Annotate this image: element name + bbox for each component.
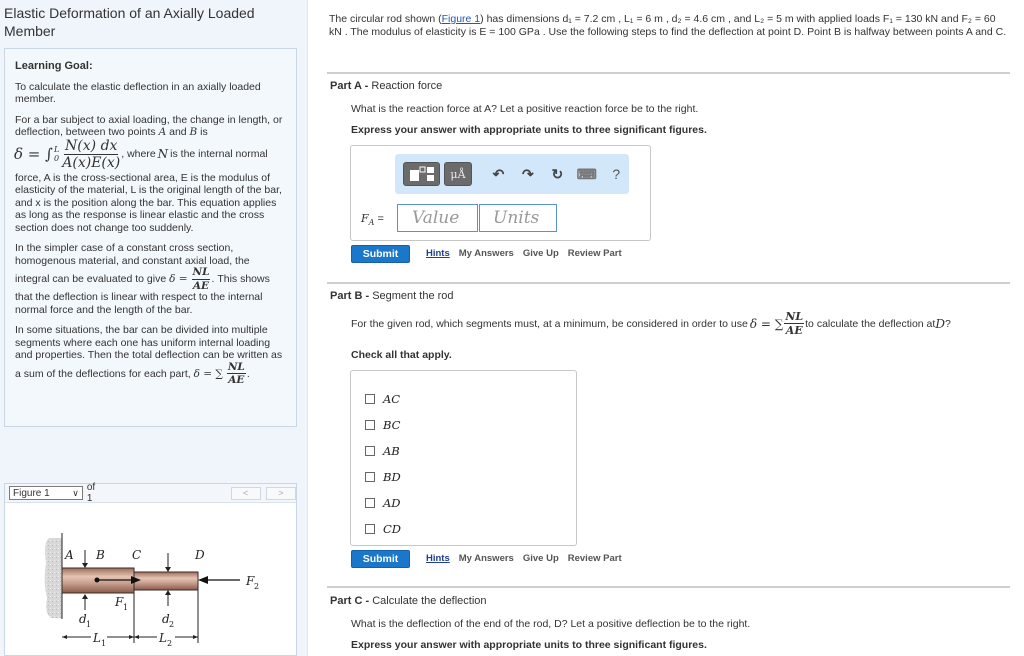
problem-title: Elastic Deformation of an Axially Loaded Member: [4, 5, 255, 39]
figure-panel: [4, 483, 297, 656]
checkbox[interactable]: [365, 498, 375, 508]
part-b-divider: [327, 282, 1010, 284]
part-c-divider: [327, 586, 1010, 588]
figure-1-rod-diagram: [5, 503, 296, 655]
part-b-links: [426, 553, 622, 564]
svg-text:C: C: [132, 548, 142, 562]
chevron-left-icon: <: [243, 488, 249, 498]
figure-1-link[interactable]: Figure 1: [441, 13, 481, 25]
hints-link[interactable]: Hints: [426, 553, 450, 564]
option-cd[interactable]: CD: [351, 516, 576, 542]
units-button[interactable]: [444, 162, 471, 186]
checkbox[interactable]: [365, 524, 375, 534]
give-up-link[interactable]: Give Up: [522, 248, 559, 259]
part-c-header[interactable]: Part C - Calculate the deflection: [330, 595, 487, 607]
segment-sum-text: In some situations, the bar can be divided into multiple segments where each one has uniform internal loading and properties. Then the total deflection can be written as a sum of the deflections for each part, δ = ∑ $\frac{NL}{AE}$ .: [15, 324, 283, 386]
svg-text:L: L: [93, 631, 101, 645]
problem-statement: The circular rod shown (Figure 1) has dimensions d₁ = 7.2 cm , L₁ = 6 m , d₂ = 4.6 cm , and L₂ = 5 m with applied loads F₁ = 130 kN and F₂ = 60 kN . The modulus of elasticity is E = 100 GPa . Use the following steps to find the deflection at point D. Point B is halfway between points A and C.: [329, 13, 1007, 38]
part-a-links: [426, 248, 622, 259]
part-b-checkbox-group: [350, 370, 577, 546]
part-a-header[interactable]: Part A - Reaction force: [330, 80, 443, 92]
svg-text:2: 2: [254, 582, 260, 591]
units-input[interactable]: Units: [479, 204, 557, 232]
undo-button[interactable]: [486, 166, 511, 183]
help-icon: ?: [612, 166, 621, 182]
part-b-question: For the given rod, which segments must, at a minimum, be considered in order to use δ = ∑ $\frac{NL}{AE}$ to calculate the deflection at D ?: [351, 310, 951, 337]
learning-goal-text: To calculate the elastic deflection in an axially loaded member.: [15, 80, 261, 105]
svg-text:L: L: [159, 631, 167, 645]
checkbox[interactable]: [365, 446, 375, 456]
figure-toolbar: [5, 484, 296, 503]
redo-icon: ↷: [522, 165, 534, 182]
mu-angstrom-icon: μÅ: [450, 167, 466, 181]
part-c-question: What is the deflection of the end of the rod, D? Let a positive deflection be to the right.: [351, 618, 751, 630]
option-ab[interactable]: AB: [351, 438, 576, 464]
fraction-template-icon: [409, 166, 435, 182]
svg-text:F: F: [246, 574, 255, 588]
reset-icon: ↻: [551, 165, 564, 182]
svg-text:d: d: [162, 612, 170, 626]
keyboard-icon: ⌨: [576, 165, 597, 182]
svg-text:D: D: [195, 548, 205, 562]
help-button[interactable]: [604, 166, 629, 182]
chevron-right-icon: >: [278, 488, 284, 498]
part-b-header[interactable]: Part B - Segment the rod: [330, 290, 454, 302]
redo-button[interactable]: [515, 166, 540, 183]
option-bd[interactable]: BD: [351, 464, 576, 490]
templates-button[interactable]: [403, 162, 440, 186]
part-b-instruction: Check all that apply.: [351, 349, 452, 361]
part-a-answer-box: [350, 145, 651, 241]
part-b-submit-button[interactable]: Submit: [351, 550, 410, 568]
my-answers-link[interactable]: My Answers: [458, 248, 514, 259]
previous-figure-button[interactable]: [231, 487, 261, 500]
option-bc[interactable]: BC: [351, 412, 576, 438]
review-part-link[interactable]: Review Part: [567, 553, 622, 564]
svg-text:A: A: [65, 548, 74, 562]
svg-text:B: B: [96, 548, 105, 562]
svg-text:d: d: [79, 612, 87, 626]
learning-goal-box: [4, 48, 297, 427]
learning-goal-heading: Learning Goal:: [15, 60, 93, 72]
figure-count: of 1: [86, 482, 96, 504]
option-ac[interactable]: AC: [351, 386, 576, 412]
figure-select[interactable]: Figure 1 ∨: [9, 486, 83, 500]
checkbox[interactable]: [365, 472, 375, 482]
deflection-integral-equation: δ = ∫ L 0 $\frac{N(x) dx}{A(x)E(x)}$ , where N is the internal normal: [14, 137, 268, 171]
svg-text:1: 1: [101, 639, 107, 648]
hints-link[interactable]: Hints: [426, 248, 450, 259]
svg-text:2: 2: [167, 639, 173, 648]
deflection-intro-text: For a bar subject to axial loading, the change in length, or deflection, between two points A and B is: [15, 113, 283, 138]
give-up-link[interactable]: Give Up: [522, 553, 559, 564]
answer-variable-label: $F_A$ =: [361, 212, 384, 228]
svg-text:1: 1: [86, 620, 92, 629]
checkbox[interactable]: [365, 420, 375, 430]
chevron-down-icon: ∨: [72, 487, 79, 498]
reset-button[interactable]: [545, 166, 570, 183]
review-part-link[interactable]: Review Part: [567, 248, 622, 259]
deflection-variables-text: force, A is the cross-sectional area, E is the modulus of elasticity of the material, L is the original length of the bar, and x is the position along the bar. This equation applies as long as the response is linear elastic and the cross section does not change too suddenly.: [15, 171, 282, 234]
value-input[interactable]: Value: [397, 204, 478, 232]
svg-text:F: F: [115, 595, 124, 609]
keyboard-button[interactable]: [574, 166, 599, 183]
part-a-submit-button[interactable]: Submit: [351, 245, 410, 263]
problem-sidebar: [0, 0, 308, 656]
svg-text:1: 1: [123, 603, 129, 612]
part-c-instruction: Express your answer with appropriate units to three significant figures.: [351, 639, 707, 651]
part-a-instruction: Express your answer with appropriate units to three significant figures.: [351, 124, 707, 136]
part-a-divider: [327, 72, 1010, 74]
constant-section-text: In the simpler case of a constant cross section, homogenous material, and constant axial load, the integral can be evaluated to give δ = $\frac{NL}{AE}$ . This shows that the deflection is linear with respect to the internal normal force and the length of the bar.: [15, 242, 270, 316]
undo-icon: ↶: [492, 165, 505, 182]
next-figure-button[interactable]: [266, 487, 296, 500]
part-a-question: What is the reaction force at A? Let a positive reaction force be to the right.: [351, 103, 699, 115]
problem-main: [320, 0, 1024, 656]
rod-diagram-illustration: [5, 503, 296, 655]
my-answers-link[interactable]: My Answers: [458, 553, 514, 564]
checkbox[interactable]: [365, 394, 375, 404]
option-ad[interactable]: AD: [351, 490, 576, 516]
svg-text:2: 2: [169, 620, 175, 629]
math-toolbar: [395, 154, 629, 194]
